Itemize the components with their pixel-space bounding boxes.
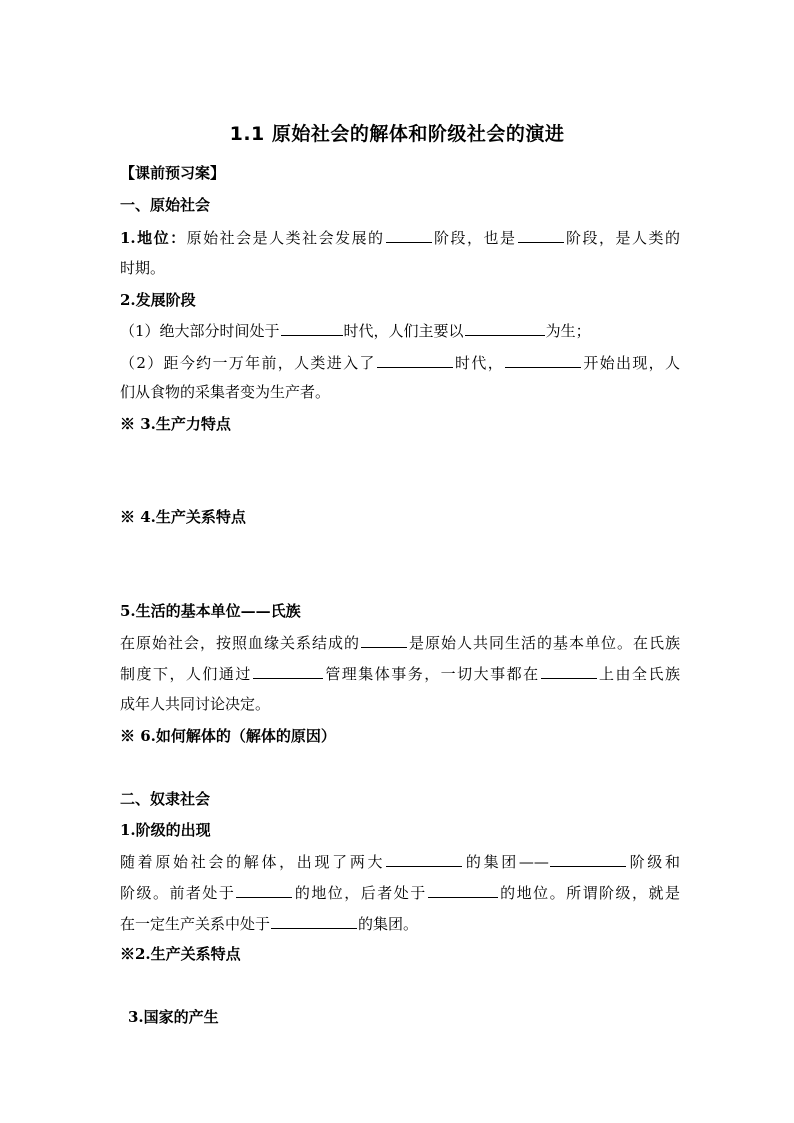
part1-s4-heading: ※ 4.生产关系特点 — [120, 508, 246, 526]
page-title: 1.1 原始社会的解体和阶级社会的演进 — [229, 123, 565, 145]
fill-blank — [465, 320, 545, 336]
text: 是原始人共同生活的基本单位。在氏族 — [408, 634, 680, 652]
part1-s6-heading: ※ 6.如何解体的（解体的原因） — [120, 727, 336, 745]
text: 的地位，后者处于 — [293, 884, 427, 902]
fill-blank — [253, 663, 323, 679]
part1-s2-item2-line1 — [120, 352, 680, 373]
text: 阶级和 — [626, 853, 680, 871]
s1-label: 1.地位： — [120, 229, 187, 247]
text: 为生； — [545, 322, 591, 340]
fill-blank — [386, 851, 462, 867]
part1-heading: 一、原始社会 — [120, 196, 211, 214]
part1-s5-line2 — [120, 663, 680, 684]
fill-blank — [271, 913, 357, 929]
part1-s1-line1 — [120, 227, 680, 248]
text: 阶段，是人类的 — [564, 229, 680, 247]
text: 的集团。 — [358, 915, 419, 933]
fill-blank — [386, 227, 432, 243]
part1-s3-heading: ※ 3.生产力特点 — [120, 415, 231, 433]
part1-s1-line2: 时期。 — [120, 259, 166, 277]
text: 时代， — [453, 354, 505, 372]
fill-blank — [550, 851, 626, 867]
fill-blank — [281, 320, 343, 336]
text: （2）距今约一万年前，人类进入了 — [120, 354, 376, 372]
part2-s1-line2 — [120, 882, 680, 903]
part2-s1-heading: 1.阶级的出现 — [120, 821, 211, 839]
text: 管理集体事务，一切大事都在 — [323, 665, 540, 683]
fill-blank — [236, 882, 292, 898]
part1-s2-item2-line2: 们从食物的采集者变为生产者。 — [120, 383, 331, 401]
text: 时代，人们主要以 — [343, 322, 464, 340]
fill-blank — [377, 352, 453, 368]
fill-blank — [361, 632, 407, 648]
text: 阶级。前者处于 — [120, 884, 236, 902]
preview-heading: 【课前预习案】 — [120, 164, 226, 182]
fill-blank — [541, 663, 597, 679]
part2-s1-line3 — [120, 913, 680, 934]
part1-s5-line3: 成年人共同讨论决定。 — [120, 695, 271, 713]
part2-s3-heading: 3.国家的产生 — [128, 1008, 219, 1026]
part1-s5-heading: 5.生活的基本单位——氏族 — [120, 602, 301, 620]
text: 的地位。所谓阶级，就是 — [498, 884, 680, 902]
text: 在一定生产关系中处于 — [120, 915, 271, 933]
text: 原始社会是人类社会发展的 — [186, 229, 385, 247]
fill-blank — [505, 352, 581, 368]
text: 阶段，也是 — [432, 229, 517, 247]
part2-s1-line1 — [120, 851, 680, 872]
text: 随着原始社会的解体，出现了两大 — [120, 853, 386, 871]
text: 在原始社会，按照血缘关系结成的 — [120, 634, 360, 652]
text: 上由全氏族 — [597, 665, 680, 683]
part1-s2-heading: 2.发展阶段 — [120, 291, 196, 309]
fill-blank — [518, 227, 564, 243]
part2-s2-heading: ※2.生产关系特点 — [120, 945, 241, 963]
text: 开始出现，人 — [582, 354, 680, 372]
fill-blank — [428, 882, 498, 898]
text: 的集团—— — [463, 853, 549, 871]
text: 制度下，人们通过 — [120, 665, 252, 683]
part2-heading: 二、奴隶社会 — [120, 790, 211, 808]
text: （1）绝大部分时间处于 — [120, 322, 280, 340]
part1-s2-item1 — [120, 320, 680, 341]
part1-s5-line1 — [120, 632, 680, 653]
